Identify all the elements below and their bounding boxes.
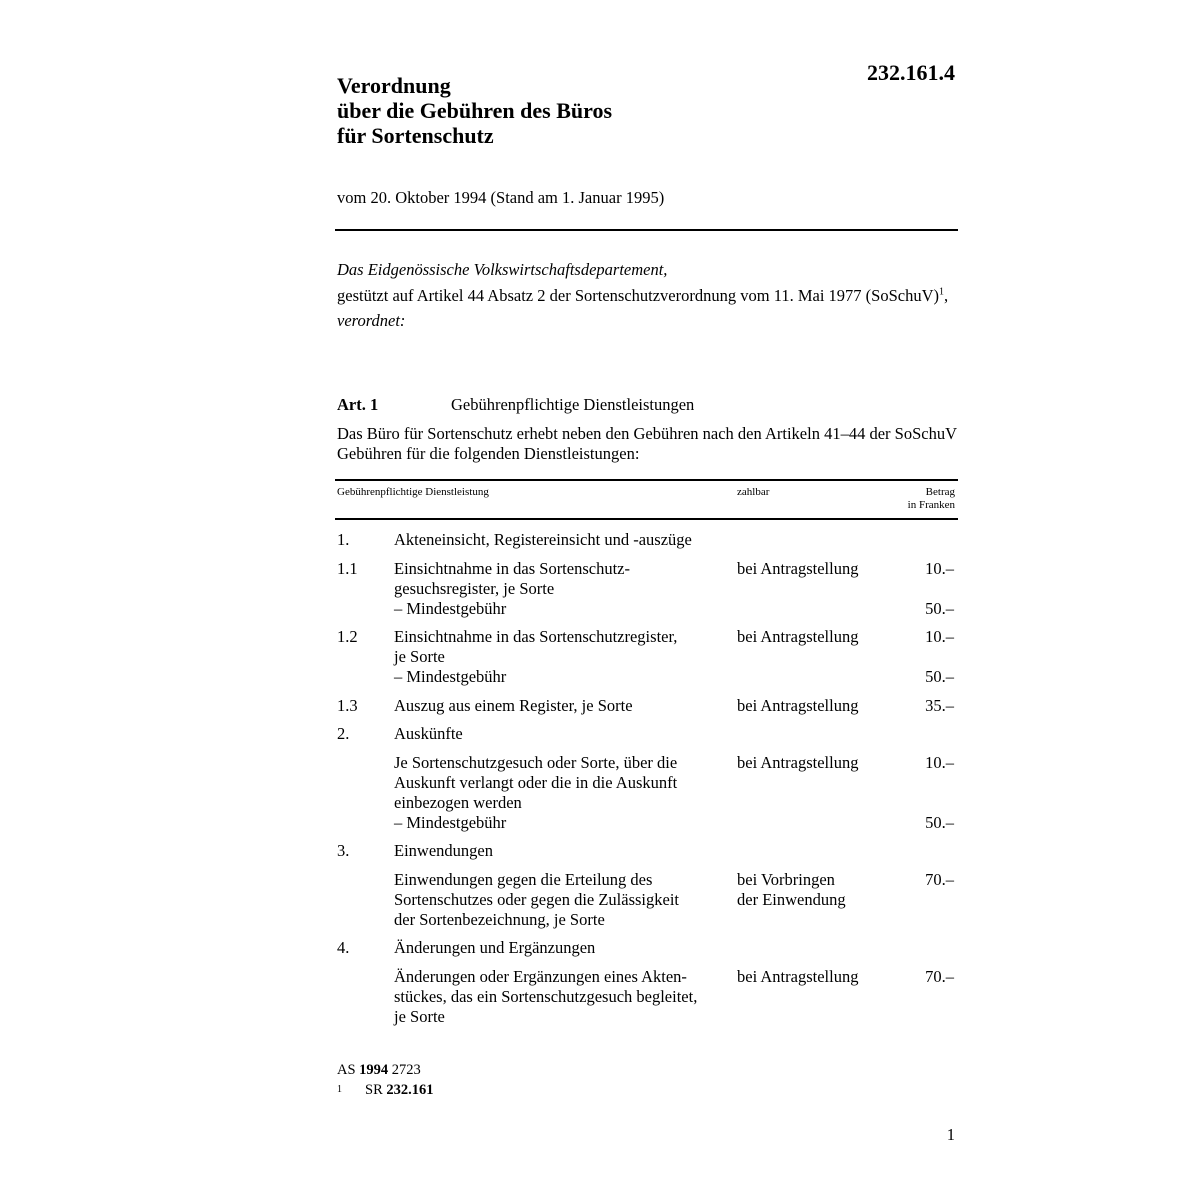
- amount-line: 35.–: [925, 695, 954, 715]
- row-amount: [925, 696, 954, 716]
- table-header-amount-line: Betrag: [925, 486, 955, 498]
- row-number: 1.: [337, 530, 350, 549]
- footnotes: [337, 1060, 434, 1100]
- description-line: Sortenschutzes oder gegen die Zulässigkeit: [394, 889, 680, 909]
- title-line: für Sortenschutz: [337, 123, 494, 148]
- as-prefix: AS: [337, 1062, 356, 1078]
- amount-line: 10.–: [925, 752, 954, 772]
- table-header-amount: [908, 486, 955, 512]
- amount-line: 10.–: [925, 558, 954, 578]
- article-number: Art. 1: [337, 395, 379, 414]
- description-line: je Sorte: [394, 647, 445, 666]
- row-payable: [737, 696, 887, 716]
- payable-line: bei Antragstellung: [737, 752, 859, 772]
- row-description: [394, 627, 734, 687]
- table-header-amount-line: in Franken: [907, 499, 955, 511]
- amount-line: [925, 773, 954, 793]
- row-amount: [925, 753, 954, 833]
- description-line: der Sortenbezeichnung, je Sorte: [394, 909, 605, 929]
- row-payable: [737, 753, 887, 773]
- amount-line: 10.–: [925, 627, 954, 646]
- as-reference: [337, 1060, 434, 1080]
- description-line: Auszug aus einem Register, je Sorte: [394, 695, 633, 715]
- payable-line: bei Antragstellung: [737, 558, 859, 578]
- description-line: Auskünfte: [394, 724, 463, 743]
- row-description: [394, 696, 734, 716]
- article-intro: Das Büro für Sortenschutz erhebt neben den Gebühren nach den Artikeln 41–44 der SoSchuV Gebühren für die folgenden Dienstleistungen:: [337, 424, 957, 463]
- description-line: Einwendungen: [394, 841, 493, 860]
- description-line: Änderungen und Ergänzungen: [394, 938, 596, 957]
- row-description: [394, 559, 734, 619]
- payable-line: bei Antragstellung: [737, 627, 859, 646]
- date-line: vom 20. Oktober 1994 (Stand am 1. Januar 1995): [337, 188, 665, 207]
- row-payable: [737, 870, 887, 910]
- amount-line: 50.–: [925, 667, 954, 686]
- description-line: Einsichtnahme in das Sortenschutzregister,: [394, 627, 678, 646]
- table-header-rule: [335, 518, 958, 520]
- as-year: 1994: [359, 1062, 389, 1078]
- payable-line: der Einwendung: [737, 889, 846, 909]
- payable-line: bei Antragstellung: [737, 966, 859, 986]
- row-number: 4.: [337, 938, 350, 957]
- row-amount: [925, 627, 954, 687]
- amount-line: 70.–: [925, 869, 954, 889]
- preamble-basis-end: ,: [944, 285, 949, 305]
- description-line: stückes, das ein Sortenschutzgesuch begleitet,: [394, 986, 698, 1006]
- amount-line: [925, 647, 954, 667]
- row-number: 1.2: [337, 627, 358, 646]
- footnote-reference[interactable]: 1: [939, 286, 944, 297]
- description-line: Einsichtnahme in das Sortenschutz-: [394, 558, 630, 578]
- footnote-1: [337, 1080, 434, 1100]
- title-line: über die Gebühren des Büros: [337, 98, 613, 123]
- as-page: 2723: [391, 1062, 421, 1078]
- row-number: 1.3: [337, 695, 358, 715]
- row-amount: [925, 870, 954, 890]
- row-description: [394, 724, 734, 744]
- description-line: einbezogen werden: [394, 792, 522, 812]
- row-number: 2.: [337, 724, 350, 743]
- table-header-payable: zahlbar: [737, 486, 770, 498]
- row-payable: [737, 967, 887, 987]
- row-description: [394, 841, 734, 861]
- row-amount: [925, 967, 954, 987]
- description-line: – Mindestgebühr: [394, 667, 507, 686]
- description-line: – Mindestgebühr: [394, 812, 507, 832]
- amount-line: 50.–: [925, 598, 954, 618]
- amount-line: 70.–: [925, 966, 954, 986]
- description-line: Einwendungen gegen die Erteilung des: [394, 869, 653, 889]
- description-line: gesuchsregister, je Sorte: [394, 578, 555, 598]
- row-description: [394, 530, 734, 550]
- title-divider: [335, 229, 958, 231]
- amount-line: [925, 579, 954, 599]
- preamble-decree: verordnet:: [337, 311, 406, 330]
- row-amount: [925, 559, 954, 619]
- preamble-basis: [337, 286, 957, 306]
- footnote-ref: 232.161: [386, 1082, 434, 1098]
- preamble-basis-text: gestützt auf Artikel 44 Absatz 2 der Sortenschutzverordnung vom 11. Mai 1977 (SoSchuV): [337, 285, 939, 305]
- row-number: 3.: [337, 841, 350, 860]
- table-top-rule: [335, 479, 958, 481]
- row-payable: [737, 559, 887, 579]
- page-number: 1: [946, 1125, 955, 1144]
- title-line: Verordnung: [337, 73, 451, 98]
- description-line: – Mindestgebühr: [394, 598, 507, 618]
- footnote-mark: 1: [337, 1084, 342, 1095]
- description-line: Je Sortenschutzgesuch oder Sorte, über die: [394, 752, 678, 772]
- payable-line: bei Antragstellung: [737, 695, 859, 715]
- row-description: [394, 967, 734, 1027]
- preamble-authority: Das Eidgenössische Volkswirtschaftsdepartement,: [337, 260, 668, 279]
- table-header-service: Gebührenpflichtige Dienstleistung: [337, 486, 489, 498]
- amount-line: 50.–: [925, 812, 954, 832]
- row-number: 1.1: [337, 558, 358, 578]
- row-description: [394, 753, 734, 833]
- row-description: [394, 870, 734, 930]
- preamble: [337, 260, 957, 337]
- amount-line: [925, 793, 954, 813]
- article-title: Gebührenpflichtige Dienstleistungen: [451, 395, 695, 414]
- footnote-prefix: SR: [365, 1082, 383, 1098]
- description-line: Akteneinsicht, Registereinsicht und -auszüge: [394, 530, 692, 549]
- description-line: Auskunft verlangt oder die in die Auskunft: [394, 772, 678, 792]
- row-description: [394, 938, 734, 958]
- payable-line: bei Vorbringen: [737, 869, 835, 889]
- row-payable: [737, 627, 887, 647]
- description-line: je Sorte: [394, 1006, 445, 1026]
- sr-number: 232.161.4: [867, 60, 955, 85]
- document-title: [337, 73, 612, 148]
- description-line: Änderungen oder Ergänzungen eines Akten-: [394, 966, 687, 986]
